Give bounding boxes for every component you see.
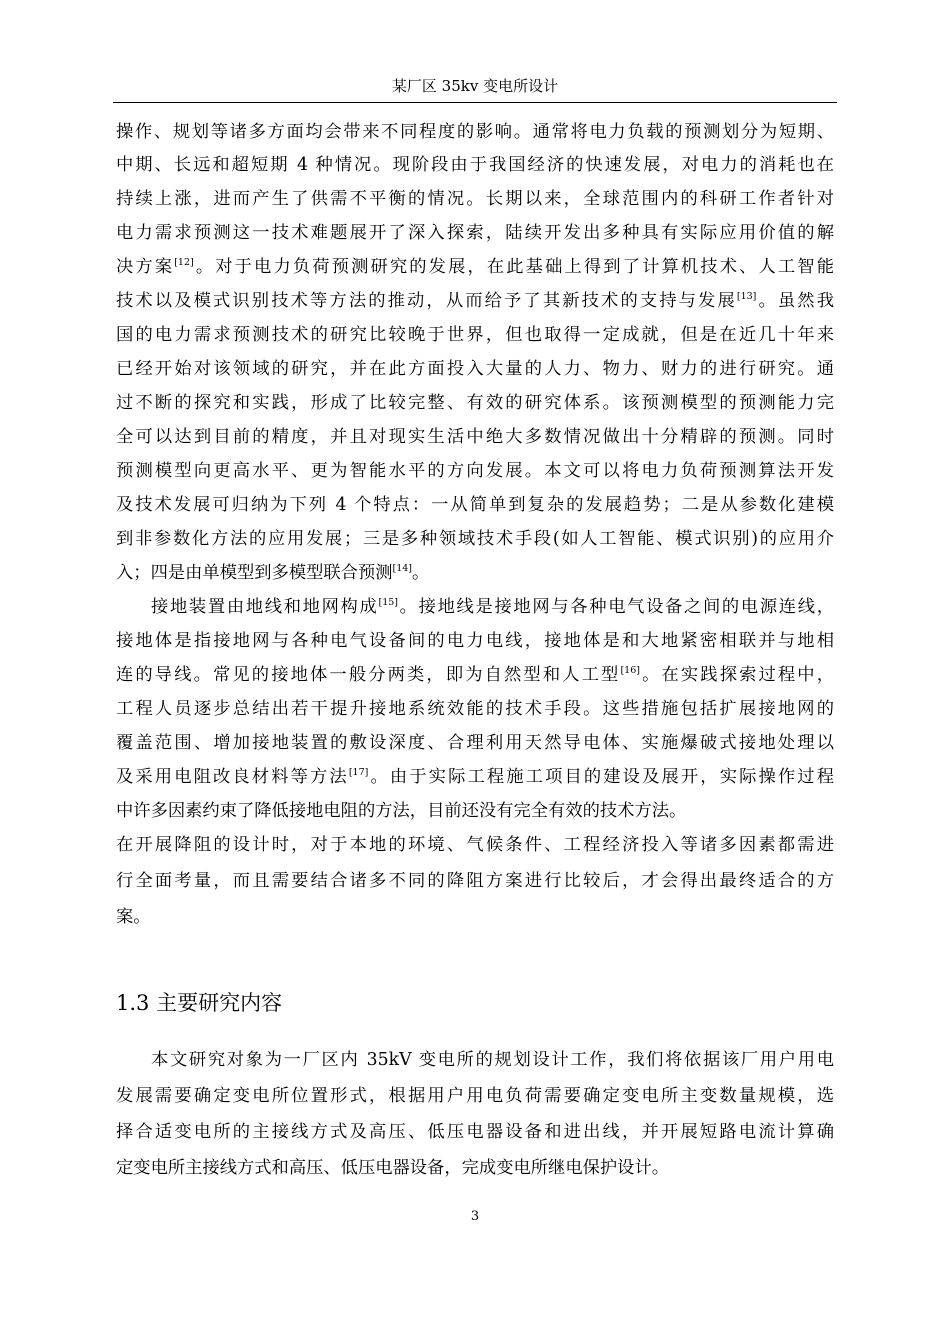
text-line: 发展需要确定变电所位置形式，根据用户用电负荷需要确定变电所主变数量规模，选 bbox=[116, 1086, 834, 1106]
text-line: 接地体是指接地网与各种电气设备间的电力电线，接地体是和大地紧密相联并与地相 bbox=[116, 631, 834, 651]
text-line: 案。 bbox=[116, 907, 151, 927]
text-span: 连的导线。常见的接地体一般分两类，即为自然型和人工型 bbox=[116, 665, 621, 685]
text-span: 决方案 bbox=[116, 257, 175, 277]
text-line: 到非参数化方法的应用发展；三是多种领域技术手段(如人工智能、模式识别)的应用介 bbox=[116, 529, 834, 549]
section-heading: 1.3 主要研究内容 bbox=[116, 991, 283, 1015]
text-span: 。由于实际工程施工项目的建设及展开，实际操作过程 bbox=[368, 767, 834, 787]
header-divider bbox=[113, 102, 837, 103]
text-line bbox=[116, 290, 834, 312]
text-span: 及采用电阻改良材料等方法 bbox=[116, 767, 349, 787]
citation-ref: [17] bbox=[348, 767, 369, 778]
text-line: 已经开始对该领域的研究，并在此方面投入大量的人力、物力、财力的进行研究。通 bbox=[116, 359, 834, 379]
citation-ref: [14] bbox=[392, 563, 413, 574]
text-line: 定变电所主接线方式和高压、低压电器设备，完成变电所继电保护设计。 bbox=[116, 1158, 670, 1178]
citation-ref: [12] bbox=[174, 257, 194, 268]
text-line: 国的电力需求预测技术的研究比较晚于世界，但也取得一定成就，但是在近几十年来 bbox=[116, 325, 834, 345]
text-line bbox=[116, 256, 834, 278]
text-line bbox=[151, 596, 834, 618]
text-line: 过不断的探究和实践，形成了比较完整、有效的研究体系。该预测模型的预测能力完 bbox=[116, 393, 834, 413]
citation-ref: [16] bbox=[620, 665, 640, 676]
text-line: 全可以达到目前的精度，并且对现实生活中绝大多数情况做出十分精辟的预测。同时 bbox=[116, 427, 834, 447]
text-line bbox=[116, 664, 834, 686]
text-span: 。 bbox=[412, 563, 430, 583]
text-line bbox=[116, 562, 834, 584]
text-span: 。对于电力负荷预测研究的发展，在此基础上得到了计算机技术、人工智能 bbox=[193, 257, 834, 277]
page-number: 3 bbox=[470, 1209, 480, 1224]
text-line: 行全面考量，而且需要结合诸多不同的降阻方案进行比较后，才会得出最终适合的方 bbox=[116, 871, 834, 891]
citation-ref: [15] bbox=[378, 597, 398, 608]
text-span: 入；四是由单模型到多模型联合预测 bbox=[116, 563, 393, 583]
text-line: 工程人员逐步总结出若干提升接地系统效能的技术手段。这些措施包括扩展接地网的 bbox=[116, 699, 834, 719]
text-line: 持续上涨，进而产生了供需不平衡的情况。长期以来，全球范围内的科研工作者针对 bbox=[116, 189, 834, 209]
text-line: 本文研究对象为一厂区内 35kV 变电所的规划设计工作，我们将依据该厂用户用电 bbox=[151, 1050, 834, 1070]
text-span: 接地装置由地线和地网构成 bbox=[151, 597, 379, 617]
running-header-title: 某厂区 35kv 变电所设计 bbox=[391, 77, 559, 95]
text-line: 择合适变电所的主接线方式及高压、低压电器设备和进出线，并开展短路电流计算确 bbox=[116, 1122, 834, 1142]
text-line: 中许多因素约束了降低接地电阻的方法，目前还没有完全有效的技术方法。 bbox=[116, 801, 687, 821]
text-line: 在开展降阻的设计时，对于本地的环境、气候条件、工程经济投入等诸多因素都需进 bbox=[116, 835, 834, 855]
text-line: 操作、规划等诸多方面均会带来不同程度的影响。通常将电力负载的预测划分为短期、 bbox=[116, 122, 834, 142]
text-span: 。虽然我 bbox=[756, 291, 834, 311]
text-span: 技术以及模式识别技术等方法的推动，从而给予了其新技术的支持与发展 bbox=[116, 291, 737, 311]
citation-ref: [13] bbox=[736, 291, 757, 302]
text-span: 。在实践探索过程中， bbox=[639, 665, 834, 685]
text-line: 中期、长远和超短期 4 种情况。现阶段由于我国经济的快速发展，对电力的消耗也在 bbox=[116, 155, 834, 175]
text-span: 。接地线是接地网与各种电气设备之间的电源连线， bbox=[398, 597, 834, 617]
text-line: 预测模型向更高水平、更为智能水平的方向发展。本文可以将电力负荷预测算法开发 bbox=[116, 461, 834, 481]
text-line: 覆盖范围、增加接地装置的敷设深度、合理利用天然导电体、实施爆破式接地处理以 bbox=[116, 733, 834, 753]
text-line bbox=[116, 766, 834, 788]
text-line: 及技术发展可归纳为下列 4 个特点：一从简单到复杂的发展趋势；二是从参数化建模 bbox=[116, 495, 834, 515]
text-line: 电力需求预测这一技术难题展开了深入探索，陆续开发出多种具有实际应用价值的解 bbox=[116, 223, 834, 243]
